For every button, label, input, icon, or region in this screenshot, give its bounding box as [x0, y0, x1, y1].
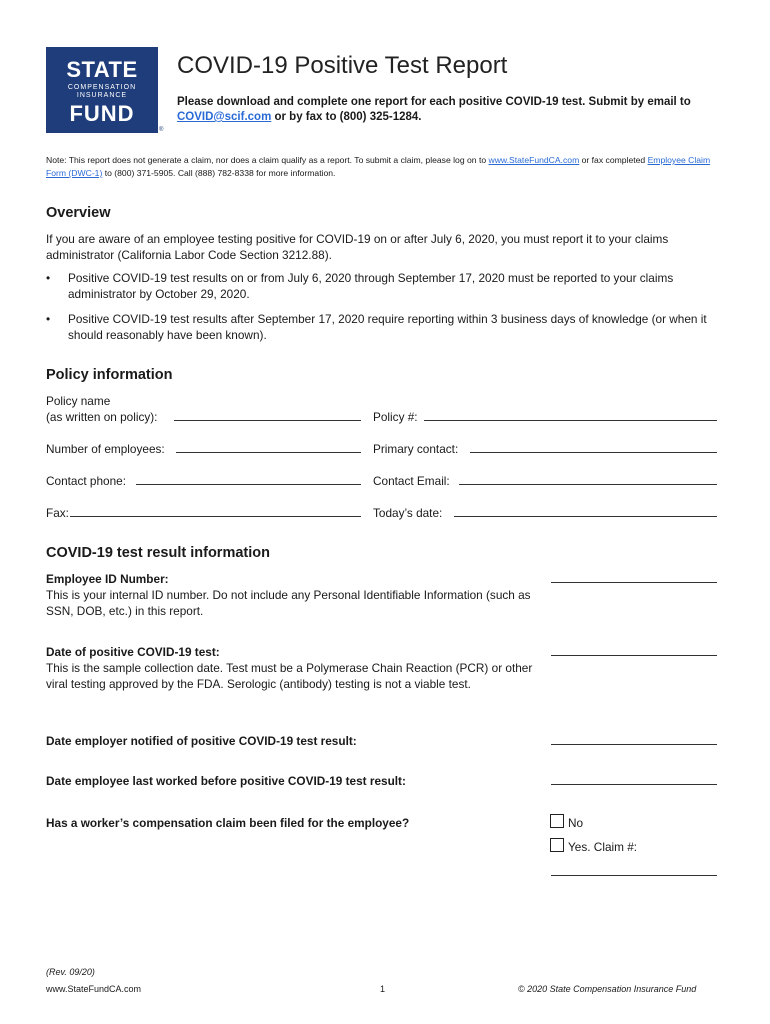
email-link[interactable]: COVID@scif.com [177, 111, 272, 123]
employee-id-label: Employee ID Number: [46, 572, 169, 586]
policy-name-label: Policy name (as written on policy): [46, 394, 158, 424]
fax-field[interactable] [70, 516, 361, 517]
test-result-heading: COVID-19 test result information [46, 545, 270, 561]
registered-mark: ® [159, 127, 164, 133]
primary-contact-label: Primary contact: [373, 442, 459, 456]
overview-bullet-2: • Positive COVID-19 test results after September 17, 2020 require reporting within 3 business days of knowledge (or when it should reasonably have been known). [46, 312, 707, 342]
date-last-worked-label: Date employee last worked before positive COVID-19 test result: [46, 774, 406, 788]
employee-claim-form-link[interactable]: Employee Claim Form (DWC-1) [46, 155, 711, 178]
overview-bullet-1: • Positive COVID-19 test results on or from July 6, 2020 through September 17, 2020 must be reported to your claims administrator by October 29, 2020. [46, 271, 674, 301]
num-employees-field[interactable] [176, 452, 361, 453]
num-employees-label: Number of employees: [46, 442, 165, 456]
page-number: 1 [380, 984, 386, 994]
employee-id-section [46, 571, 536, 619]
employee-id-field[interactable] [551, 582, 717, 583]
overview-intro: If you are aware of an employee testing positive for COVID-19 on or after July 6, 2020, you must report it to your claims administrator (California Labor Code Section 3212.88). [46, 232, 669, 262]
date-positive-field[interactable] [551, 655, 717, 656]
page-title: COVID-19 Positive Test Report [177, 52, 508, 79]
policy-number-label: Policy #: [373, 410, 418, 424]
submission-instructions: Please download and complete one report for each positive COVID-19 test. Submit by email to COVID@scif.com or by fax to (800) 325-1284. [177, 96, 691, 123]
date-notified-field[interactable] [551, 744, 717, 745]
contact-phone-label: Contact phone: [46, 474, 127, 488]
claim-no-checkbox[interactable] [550, 814, 564, 828]
logo-state-text: STATE [66, 57, 138, 82]
claim-no-label: No [568, 816, 584, 830]
primary-contact-field[interactable] [470, 452, 717, 453]
bullet-dot: • [46, 271, 51, 285]
date-positive-section [46, 644, 541, 692]
policy-heading: Policy information [46, 367, 173, 383]
contact-email-field[interactable] [459, 484, 717, 485]
logo-compensation-text: COMPENSATION INSURANCE [67, 84, 137, 99]
contact-email-label: Contact Email: [373, 474, 450, 488]
todays-date-field[interactable] [454, 516, 717, 517]
bullet-dot: • [46, 312, 51, 326]
todays-date-label: Today’s date: [373, 506, 443, 520]
footer-copyright: © 2020 State Compensation Insurance Fund [518, 984, 697, 994]
fax-label: Fax: [46, 506, 69, 520]
policy-name-field[interactable] [174, 420, 361, 421]
date-last-worked-field[interactable] [551, 784, 717, 785]
statefund-website-link[interactable]: www.StateFundCA.com [488, 155, 580, 165]
footer-website: www.StateFundCA.com [46, 984, 142, 994]
policy-number-field[interactable] [424, 420, 717, 421]
date-positive-label: Date of positive COVID-19 test: [46, 645, 220, 659]
employee-id-description: This is your internal ID number. Do not include any Personal Identifiable Information (such as SSN, DOB, etc.) in this report. [46, 588, 531, 618]
claim-yes-label: Yes. Claim #: [568, 840, 638, 854]
overview-heading: Overview [46, 205, 111, 221]
claim-number-field[interactable] [551, 875, 717, 876]
revision-label: (Rev. 09/20) [46, 967, 95, 977]
claim-yes-checkbox[interactable] [550, 838, 564, 852]
date-notified-label: Date employer notified of positive COVID-19 test result: [46, 734, 357, 748]
date-positive-description: This is the sample collection date. Test must be a Polymerase Chain Reaction (PCR) or other viral testing approved by the FDA. Serologic (antibody) testing is not a viable test. [46, 661, 533, 691]
contact-phone-field[interactable] [136, 484, 361, 485]
logo-fund-text: FUND [69, 101, 135, 126]
claim-note: Note: This report does not generate a claim, nor does a claim qualify as a report. To submit a claim, please log on to www.StateFundCA.com or fax completed Employee Claim Form (DWC-1) to (800) 371-5905. Call (888) 782-8338 for more information. [46, 155, 711, 178]
state-fund-logo [46, 47, 158, 133]
claim-filed-label: Has a worker’s compensation claim been filed for the employee? [46, 816, 410, 830]
